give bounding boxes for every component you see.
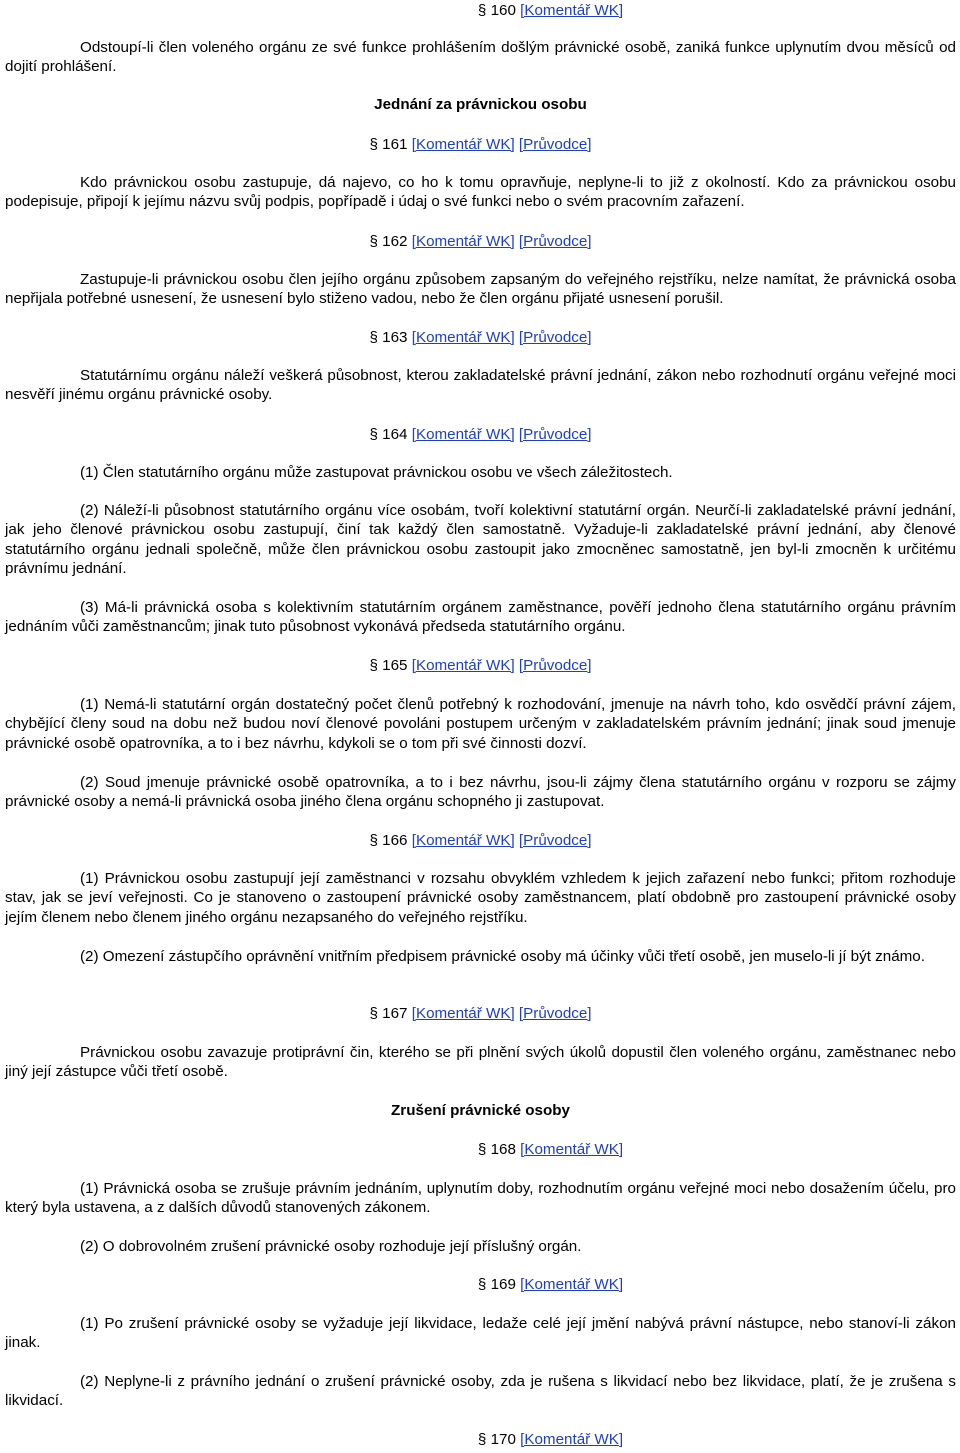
section-number: 169: [490, 1276, 516, 1293]
section-symbol: §: [477, 2, 487, 19]
paragraph: (3) Má-li právnická osoba s kolektivním statutárním orgánem zaměstnance, pověří jednoho člena statutárního orgánu právním jednáním vůči zaměstnancům; jinak tuto působnost vykonává předseda statutárního orgánu.: [5, 599, 956, 636]
paragraph: Odstoupí-li člen voleného orgánu ze své funkce prohlášením došlým právnické osobě, zaniká funkce uplynutím dvou měsíců od dojití prohlášení.: [5, 39, 956, 76]
section-number: 168: [490, 1141, 516, 1158]
paragraph: Právnickou osobu zavazuje protiprávní čin, kterého se při plnění svých úkolů dopustil člen voleného orgánu, zaměstnanec nebo jiný její zástupce vůči třetí osobě.: [5, 1044, 956, 1081]
section-number: 167: [382, 1005, 408, 1022]
section-heading: Zrušení právnické osoby: [391, 1102, 570, 1119]
komentar-link[interactable]: [Komentář WK]: [520, 1276, 624, 1293]
section-heading: Jednání za právnickou osobu: [374, 96, 587, 113]
section-number: 161: [382, 136, 408, 153]
section-166-header: [5, 831, 956, 850]
section-168-header: [5, 1140, 956, 1159]
section-symbol: §: [369, 233, 378, 250]
paragraph: (1) Člen statutárního orgánu může zastupovat právnickou osobu ve všech záležitostech.: [80, 464, 673, 481]
paragraph: (1) Právnická osoba se zrušuje právním jednáním, uplynutím doby, rozhodnutím orgánu veřejné moci nebo dosažením účelu, pro který byla ustavena, a z dalších důvodů stanovených zákonem.: [5, 1180, 956, 1217]
komentar-link[interactable]: [Komentář WK]: [411, 657, 515, 674]
paragraph: (1) Právnickou osobu zastupují její zaměstnanci v rozsahu obvyklém vzhledem k jejich zařazení nebo funkci; přitom rozhoduje stav, jak se jeví veřejnosti. Co je stanoveno o zastoupení právnické osoby zaměstnancem, platí obdobně pro zastoupení právnické osoby jejím členem nebo členem jiného orgánu nezapsaného do veřejného rejstříku.: [5, 870, 956, 926]
section-169-header: [5, 1275, 956, 1294]
paragraph: (2) Soud jmenuje právnické osobě opatrovníka, a to i bez návrhu, jsou-li zájmy člena statutárního orgánu v rozporu se zájmy právnické osoby a nemá-li právnická osoba jiného člena orgánu schopného ji zastupovat.: [5, 774, 956, 811]
komentar-link[interactable]: [Komentář WK]: [520, 1431, 624, 1448]
pruvodce-link[interactable]: [Průvodce]: [518, 426, 592, 443]
komentar-link[interactable]: [Komentář WK]: [520, 1141, 624, 1158]
section-161-header: [5, 135, 956, 154]
paragraph: (1) Po zrušení právnické osoby se vyžaduje její likvidace, ledaže celé její jmění nabývá právní nástupce, nebo stanoví-li zákon jinak.: [5, 1315, 956, 1352]
komentar-link[interactable]: [Komentář WK]: [411, 136, 515, 153]
paragraph: (1) Nemá-li statutární orgán dostatečný počet členů potřebný k rozhodování, jmenuje na návrh toho, kdo osvědčí právní zájem, chybějící členy soud na dobu než budou noví členové povoláni postupem určeným v zakladatelském právním jednání; jinak soud jmenuje právnické osobě opatrovníka, a to i bez návrhu, kdykoli se o tom při své činnosti dozví.: [5, 696, 956, 752]
section-symbol: §: [369, 832, 378, 849]
komentar-link[interactable]: [Komentář WK]: [411, 426, 515, 443]
section-162-header: [5, 232, 956, 251]
paragraph: (2) Náleží-li působnost statutárního orgánu více osobám, tvoří kolektivní statutární orgán. Neurčí-li zakladatelské právní jednání, jak jeho členové právnickou osobu zastupují, činí tak každý člen samostatně. Vyžaduje-li zakladatelské právní jednání, aby členové statutárního orgánu jednali společně, může člen právnickou osobu zastoupit jako zmocněnec samostatně, jen byl-li zmocněn k určitému právnímu jednání.: [5, 502, 956, 577]
section-number: 163: [382, 329, 408, 346]
section-number: 162: [382, 233, 408, 250]
paragraph: (2) O dobrovolném zrušení právnické osoby rozhoduje její příslušný orgán.: [80, 1238, 582, 1255]
section-number: 164: [382, 426, 408, 443]
komentar-link[interactable]: [Komentář WK]: [411, 832, 515, 849]
pruvodce-link[interactable]: [Průvodce]: [518, 832, 592, 849]
pruvodce-link[interactable]: [Průvodce]: [518, 657, 592, 674]
section-symbol: §: [369, 136, 378, 153]
section-number: 166: [382, 832, 408, 849]
section-symbol: §: [369, 329, 378, 346]
section-symbol: §: [369, 426, 378, 443]
section-symbol: §: [369, 657, 378, 674]
section-164-header: [5, 425, 956, 444]
komentar-link[interactable]: [Komentář WK]: [411, 1005, 515, 1022]
pruvodce-link[interactable]: [Průvodce]: [518, 329, 592, 346]
section-number: 170: [490, 1431, 516, 1448]
paragraph: Zastupuje-li právnickou osobu člen jejího orgánu způsobem zapsaným do veřejného rejstříku, nelze namítat, že právnická osoba nepřijala potřebné usnesení, že usnesení bylo stiženo vadou, nebo že člen orgánu přijaté usnesení porušil.: [5, 271, 956, 308]
section-symbol: §: [477, 1431, 487, 1448]
section-number: 160: [490, 2, 516, 19]
paragraph: (2) Omezení zástupčího oprávnění vnitřním předpisem právnické osoby má účinky vůči třetí osobě, jen muselo-li jí být známo.: [80, 948, 925, 965]
section-163-header: [5, 328, 956, 347]
paragraph: Statutárnímu orgánu náleží veškerá působnost, kterou zakladatelské právní jednání, zákon nebo rozhodnutí orgánu veřejné moci nesvěří jinému orgánu právnické osoby.: [5, 367, 956, 404]
section-symbol: §: [477, 1276, 487, 1293]
pruvodce-link[interactable]: [Průvodce]: [518, 136, 592, 153]
section-165-header: [5, 656, 956, 675]
komentar-link[interactable]: [Komentář WK]: [520, 2, 624, 19]
section-symbol: §: [477, 1141, 487, 1158]
section-160-header: [5, 1, 956, 20]
komentar-link[interactable]: [Komentář WK]: [411, 329, 515, 346]
paragraph: (2) Neplyne-li z právního jednání o zrušení právnické osoby, zda je rušena s likvidací nebo bez likvidace, platí, že je zrušena s likvidací.: [5, 1373, 956, 1410]
section-170-header: [5, 1430, 956, 1449]
pruvodce-link[interactable]: [Průvodce]: [518, 233, 592, 250]
paragraph: Kdo právnickou osobu zastupuje, dá najevo, co ho k tomu opravňuje, neplyne-li to již z okolností. Kdo za právnickou osobu podepisuje, připojí k jejímu názvu svůj podpis, popřípadě i údaj o své funkci nebo o svém pracovním zařazení.: [5, 174, 956, 211]
section-167-header: [5, 1004, 956, 1023]
komentar-link[interactable]: [Komentář WK]: [411, 233, 515, 250]
section-symbol: §: [369, 1005, 378, 1022]
pruvodce-link[interactable]: [Průvodce]: [518, 1005, 592, 1022]
section-number: 165: [382, 657, 408, 674]
